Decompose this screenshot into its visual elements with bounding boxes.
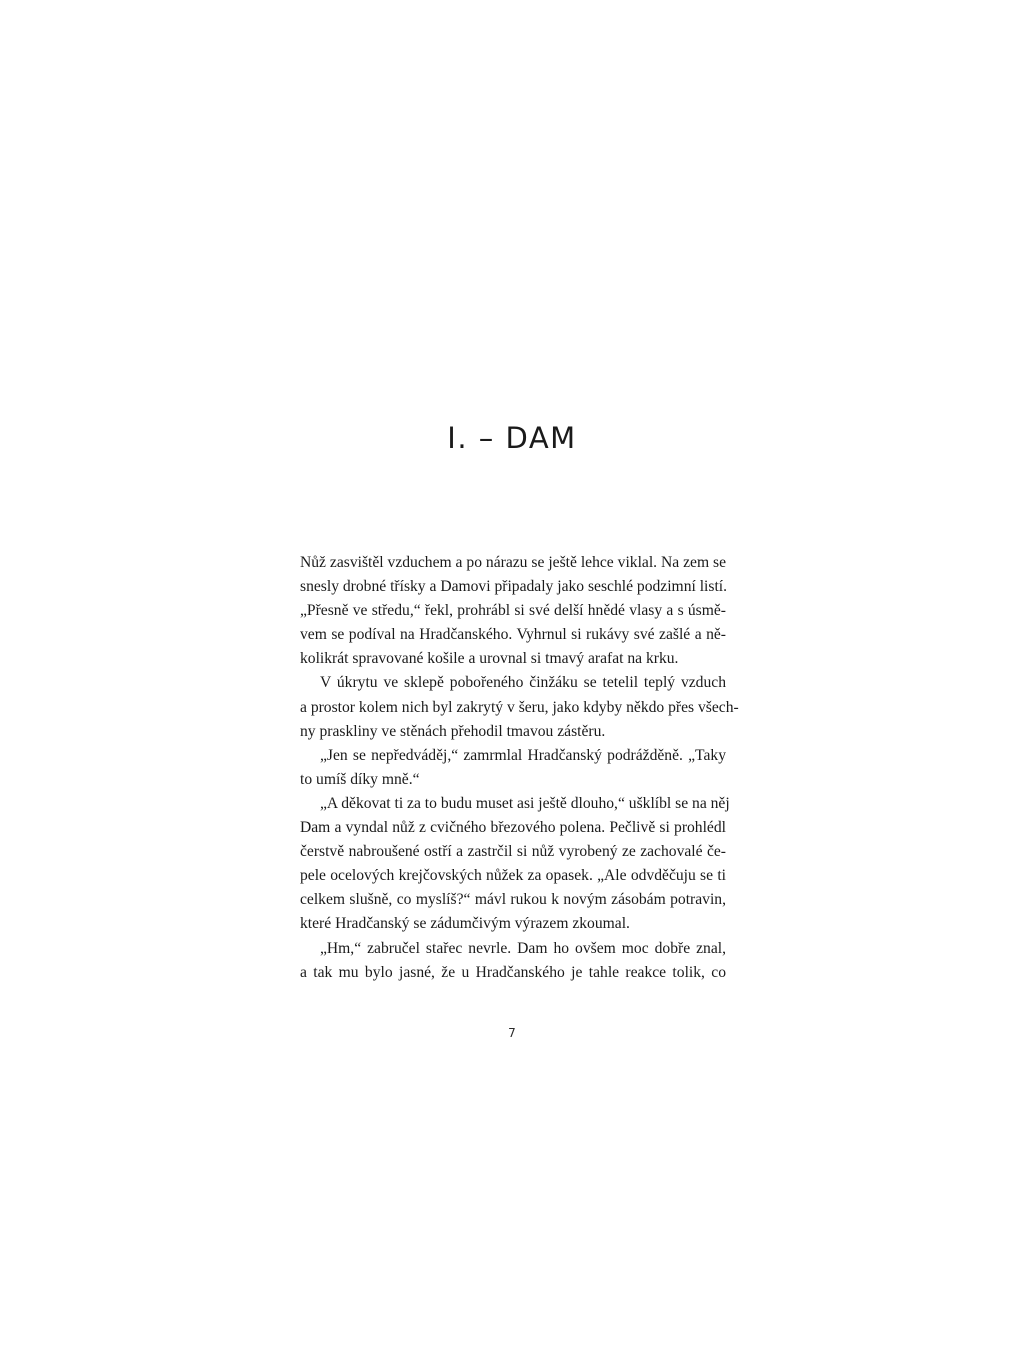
text-line: to umíš díky mně.“ [300, 770, 420, 788]
text-line: „Přesně ve středu,“ řekl, prohrábl si své delší hnědé vlasy a s úsmě- [300, 602, 726, 620]
text-line: „A děkovat ti za to budu muset asi ještě dlouho,“ ušklíbl se na něj [320, 794, 730, 812]
chapter-body-text [300, 551, 739, 985]
text-line: čerstvě nabroušené ostří a zastrčil si nůž vyrobený ze zachovalé če- [300, 843, 726, 861]
text-line: „Jen se nepředváděj,“ zamrmlal Hradčanský podrážděně. „Taky [320, 746, 726, 764]
text-line: pele ocelových krejčovských nůžek za opasek. „Ale odvděčuju se ti [300, 867, 726, 885]
text-line: a tak mu bylo jasné, že u Hradčanského je tahle reakce tolik, co [300, 963, 726, 981]
paragraph [300, 744, 726, 792]
text-line: vem se podíval na Hradčanského. Vyhrnul si rukávy své zašlé a ně- [300, 626, 726, 644]
chapter-title: I. – DAM [447, 421, 577, 455]
text-line: snesly drobné třísky a Damovi připadaly jako seschlé podzimní listí. [300, 578, 728, 596]
text-line: a prostor kolem nich byl zakrytý v šeru, jako kdyby někdo přes všech- [300, 698, 739, 716]
page-number: 7 [508, 1026, 516, 1040]
paragraph [300, 792, 730, 937]
text-line: Dam a vyndal nůž z cvičného březového polena. Pečlivě si prohlédl [300, 819, 726, 837]
text-line: kolikrát spravované košile a urovnal si tmavý arafat na krku. [300, 650, 679, 668]
text-line: ny praskliny ve stěnách přehodil tmavou zástěru. [300, 722, 606, 740]
paragraph [300, 551, 726, 671]
text-line: celkem slušně, co myslíš?“ mávl rukou k novým zásobám potravin, [300, 891, 726, 909]
paragraph [300, 671, 739, 743]
paragraph [300, 937, 726, 985]
text-line: „Hm,“ zabručel stařec nevrle. Dam ho ovšem moc dobře znal, [320, 939, 726, 957]
text-line: které Hradčanský se zádumčivým výrazem zkoumal. [300, 915, 630, 933]
text-line: V úkrytu ve sklepě pobořeného činžáku se tetelil teplý vzduch [320, 674, 726, 692]
text-line: Nůž zasvištěl vzduchem a po nárazu se ještě lehce viklal. Na zem se [300, 554, 726, 571]
